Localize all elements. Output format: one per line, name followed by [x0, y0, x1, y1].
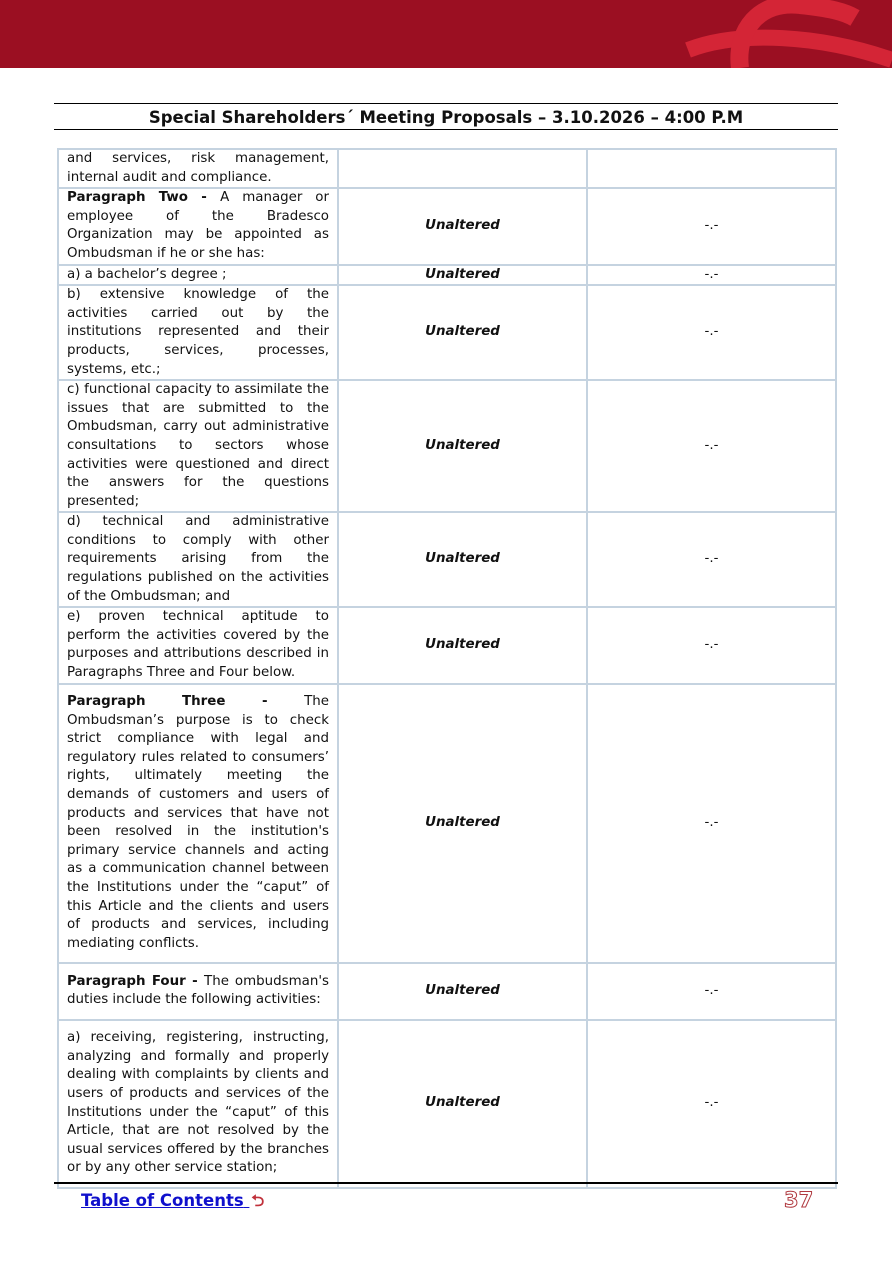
justification	[587, 149, 836, 188]
page-title: Special Shareholders´ Meeting Proposals – 3.10.2026 – 4:00 P.M	[54, 103, 838, 130]
table-row	[58, 149, 836, 188]
table-row	[58, 380, 836, 512]
proposal-status: Unaltered	[338, 1020, 587, 1188]
provision-text	[58, 285, 338, 380]
proposal-status: Unaltered	[338, 684, 587, 963]
provision-text	[58, 149, 338, 188]
provision-body: e) proven technical aptitude to perform the activities covered by the purposes and attributions described in Paragraphs Three and Four below.	[67, 609, 329, 681]
bradesco-logo-icon	[0, 0, 892, 68]
header-banner	[0, 0, 892, 68]
provision-heading: Paragraph Four -	[67, 973, 205, 989]
justification: -.-	[587, 188, 836, 264]
provision-body: and services, risk management, internal audit and compliance.	[67, 151, 329, 185]
proposal-status: Unaltered	[338, 265, 587, 286]
page-number: 37	[784, 1188, 814, 1212]
provision-text	[58, 380, 338, 512]
proposal-status: Unaltered	[338, 188, 587, 264]
toc-label: Table of Contents	[81, 1191, 244, 1210]
justification: -.-	[587, 607, 836, 683]
provision-text	[58, 1020, 338, 1188]
provision-text	[58, 512, 338, 607]
proposal-status	[338, 149, 587, 188]
provision-text	[58, 607, 338, 683]
footer-divider	[54, 1182, 838, 1184]
provision-text	[58, 963, 338, 1020]
table-row	[58, 607, 836, 683]
justification: -.-	[587, 265, 836, 286]
proposal-status: Unaltered	[338, 285, 587, 380]
justification: -.-	[587, 285, 836, 380]
provision-heading: Paragraph Three -	[67, 693, 305, 709]
provision-body: The ombudsman's duties include the following activities:	[67, 973, 329, 1008]
justification: -.-	[587, 684, 836, 963]
table-of-contents-link[interactable]	[81, 1190, 264, 1217]
provision-body: c) functional capacity to assimilate the issues that are submitted to the Ombudsman, carry out administrative consultations to sectors whose activities were questioned and direct the answers for the questions presented;	[67, 382, 329, 509]
return-arrow-icon: ⮌	[251, 1191, 265, 1210]
justification: -.-	[587, 963, 836, 1020]
provision-body: d) technical and administrative conditions to comply with other requirements arising from the regulations published on the activities of the Ombudsman; and	[67, 514, 329, 604]
table-row	[58, 265, 836, 286]
table-row	[58, 963, 836, 1020]
provision-text	[58, 188, 338, 264]
provision-heading: Paragraph Two -	[67, 190, 221, 206]
table-row	[58, 512, 836, 607]
provision-body: a) a bachelor’s degree ;	[67, 266, 227, 282]
provision-body: The Ombudsman’s purpose is to check strict compliance with legal and regulatory rules related to consumers’ rights, ultimately meeting the demands of customers and users of products and services that have not been resolved in the institution's primary service channels and acting as a communication channel between the Institutions under the “caput” of this Article and the clients and users of products and services, including mediating conflicts.	[67, 693, 329, 951]
provision-body: a) receiving, registering, instructing, analyzing and formally and properly dealing with complaints by clients and users of products and services of the Institutions under the “caput” of this Article, that are not resolved by the usual services offered by the branches or by any other service station;	[67, 1030, 329, 1176]
justification: -.-	[587, 1020, 836, 1188]
provision-text	[58, 265, 338, 286]
provision-text	[58, 684, 338, 963]
table-row	[58, 188, 836, 264]
proposal-status: Unaltered	[338, 963, 587, 1020]
justification: -.-	[587, 380, 836, 512]
table-row	[58, 285, 836, 380]
provision-body: b) extensive knowledge of the activities carried out by the institutions represented and their products, services, processes, systems, etc.;	[67, 287, 329, 377]
proposal-status: Unaltered	[338, 512, 587, 607]
provision-body: A manager or employee of the Bradesco Organization may be appointed as Ombudsman if he or she has:	[67, 190, 330, 261]
justification: -.-	[587, 512, 836, 607]
proposals-table	[57, 148, 837, 1189]
table-row	[58, 684, 836, 963]
proposal-status: Unaltered	[338, 380, 587, 512]
table-row	[58, 1020, 836, 1188]
proposal-status: Unaltered	[338, 607, 587, 683]
